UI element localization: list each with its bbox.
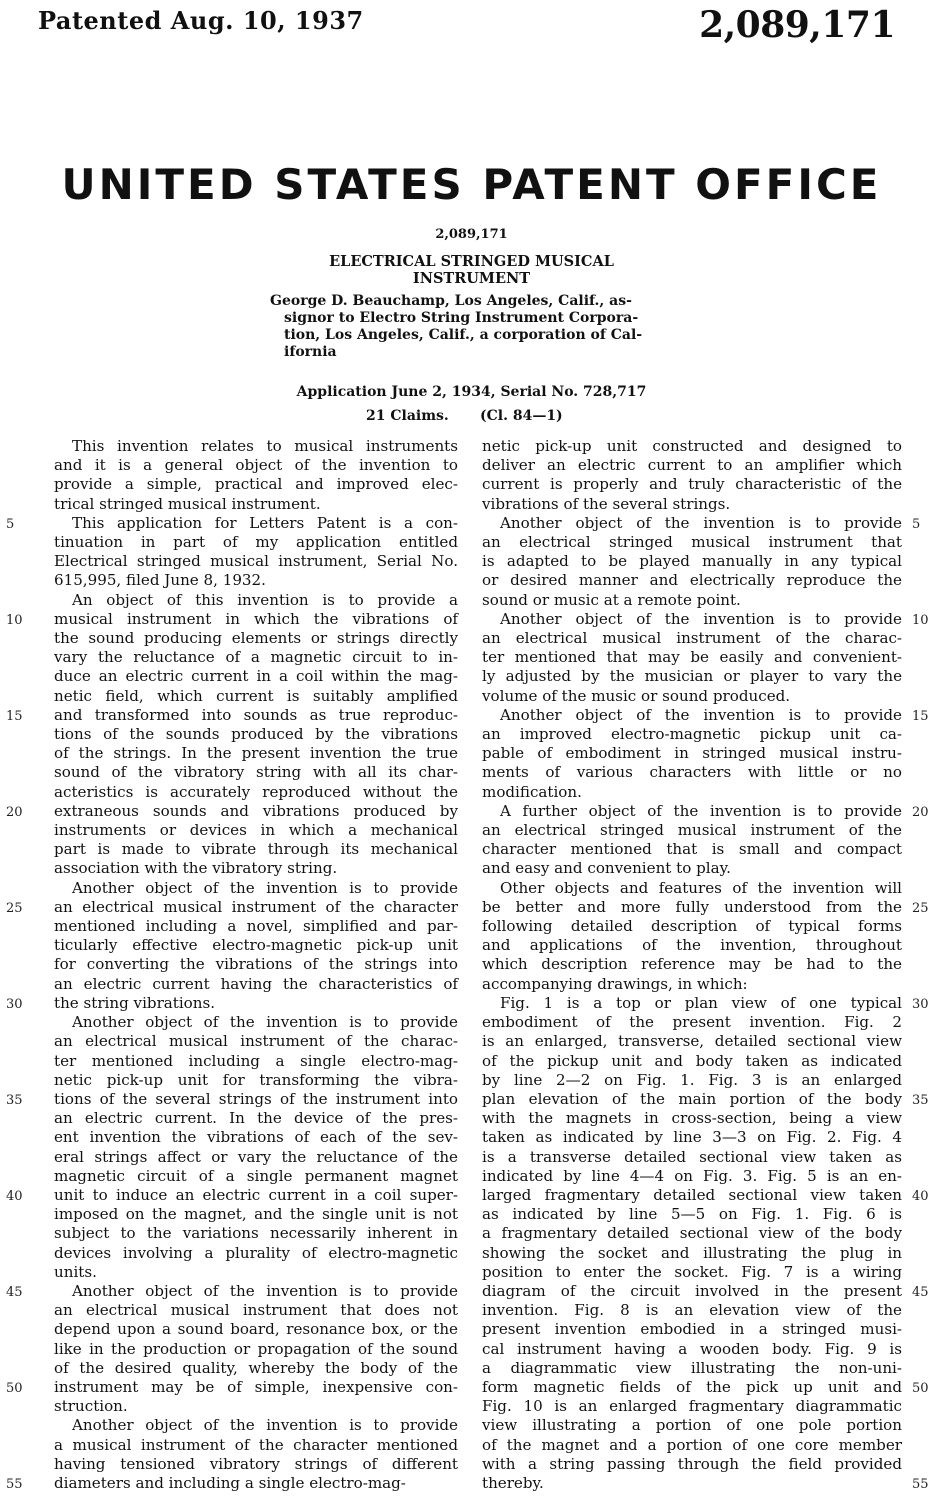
text-line: association with the vibratory string.: [54, 859, 338, 878]
text-line: An object of this invention is to provide a: [72, 590, 458, 609]
text-line: Another object of the invention is to provide: [72, 1013, 458, 1032]
application-line: Application June 2, 1934, Serial No. 728,717: [296, 384, 647, 400]
text-line: tions of the several strings of the instrument into: [54, 1089, 458, 1108]
text-line: form magnetic fields of the pick up unit and: [482, 1377, 902, 1396]
text-line: which description reference may be had to the: [482, 955, 902, 974]
text-line: part is made to vibrate through its mechanical: [54, 840, 458, 859]
text-line: Fig. 1 is a top or plan view of one typical: [500, 993, 902, 1012]
text-line: or desired manner and electrically reproduce the: [482, 571, 902, 590]
classification: (Cl. 84—1): [480, 408, 563, 424]
line-number: 15: [912, 708, 929, 724]
paragraph: [482, 514, 902, 610]
text-line: A further object of the invention is to provide: [500, 801, 902, 820]
text-line: current is properly and truly characteristic of the: [482, 475, 902, 494]
text-line: larged fragmentary detailed sectional view taken: [482, 1185, 902, 1204]
text-line: Fig. 10 is an enlarged fragmentary diagrammatic: [482, 1397, 902, 1416]
page-header: [0, 0, 943, 60]
text-line: following detailed description of typical forms: [482, 917, 902, 936]
text-line: provide a simple, practical and improved elec-: [54, 475, 458, 494]
front-patent-number: 2,089,171: [435, 227, 508, 242]
text-line: Another object of the invention is to provide: [72, 1416, 458, 1435]
text-line: taken as indicated by line 3—3 on Fig. 2. Fig. 4: [482, 1128, 902, 1147]
text-line: diameters and including a single electro-mag-: [54, 1473, 406, 1492]
text-line: tinuation in part of my application entitled: [54, 533, 458, 552]
text-line: ter mentioned including a single electro-mag-: [54, 1051, 458, 1070]
text-line: of the pickup unit and body taken as indicated: [482, 1051, 902, 1070]
text-line: instrument may be of simple, inexpensive con-: [54, 1377, 458, 1396]
text-line: netic pick-up unit for transforming the vibra-: [54, 1070, 458, 1089]
text-line: vary the reluctance of a magnetic circuit to in-: [54, 648, 458, 667]
text-line: accompanying drawings, in which:: [482, 974, 748, 993]
paragraph: [54, 1013, 458, 1282]
text-line: imposed on the magnet, and the single unit is not: [54, 1205, 458, 1224]
line-number: 25: [6, 900, 23, 916]
text-line: of the strings. In the present invention the true: [54, 744, 458, 763]
text-line: be better and more fully understood from the: [482, 897, 902, 916]
text-line: netic field, which current is suitably amplified: [54, 686, 458, 705]
text-line: showing the socket and illustrating the plug in: [482, 1243, 902, 1262]
paragraph: [482, 706, 902, 802]
text-line: like in the production or propagation of the sound: [54, 1339, 458, 1358]
patent-title: [0, 253, 943, 287]
text-line: with a string passing through the field provided: [482, 1454, 902, 1473]
line-number: 45: [6, 1284, 23, 1300]
inventor-line: ifornia: [284, 344, 337, 360]
paragraph: [482, 437, 902, 514]
paragraph: [482, 994, 902, 1493]
text-line: by line 2—2 on Fig. 1. Fig. 3 is an enlarged: [482, 1070, 902, 1089]
line-number: 50: [912, 1380, 929, 1396]
text-line: an electrical musical instrument of the character: [54, 897, 458, 916]
paragraph: [54, 1416, 458, 1493]
text-line: subject to the variations necessarily inherent in: [54, 1224, 458, 1243]
line-number: 35: [912, 1092, 929, 1108]
paragraph: [482, 610, 902, 706]
text-line: 615,995, filed June 8, 1932.: [54, 571, 266, 590]
text-line: vibrations of the several strings.: [482, 494, 731, 513]
text-line: Another object of the invention is to provide: [500, 513, 902, 532]
text-line: an electric current. In the device of the pres-: [54, 1109, 458, 1128]
text-line: an electrical stringed musical instrument that: [482, 533, 902, 552]
text-line: and applications of the invention, throughout: [482, 936, 902, 955]
text-line: volume of the music or sound produced.: [482, 686, 791, 705]
text-line: a musical instrument of the character mentioned: [54, 1435, 458, 1454]
line-number: 35: [6, 1092, 23, 1108]
line-number: 30: [912, 996, 929, 1012]
text-line: units.: [54, 1262, 97, 1281]
line-number: 10: [912, 612, 929, 628]
text-line: This invention relates to musical instruments: [72, 437, 458, 455]
inventor-line: signor to Electro String Instrument Corpora-: [284, 310, 639, 326]
text-line: as indicated by line 5—5 on Fig. 1. Fig. 6 is: [482, 1205, 902, 1224]
text-line: an electric current having the characteristics of: [54, 974, 458, 993]
line-number: 45: [912, 1284, 929, 1300]
text-line: pable of embodiment in stringed musical instru-: [482, 744, 902, 763]
text-line: magnetic circuit of a single permanent magnet: [54, 1166, 458, 1185]
text-line: present invention embodied in a stringed musi-: [482, 1320, 902, 1339]
line-number: 15: [6, 708, 23, 724]
text-line: netic pick-up unit constructed and designed to: [482, 437, 902, 455]
text-line: Electrical stringed musical instrument, Serial No.: [54, 552, 458, 571]
text-line: trical stringed musical instrument.: [54, 494, 321, 513]
paragraph: [54, 514, 458, 591]
line-number: 40: [912, 1188, 929, 1204]
text-line: ent invention the vibrations of each of the sev-: [54, 1128, 458, 1147]
text-line: the sound producing elements or strings directly: [54, 629, 458, 648]
right-column: [482, 437, 902, 1493]
patent-title-line: ELECTRICAL STRINGED MUSICAL: [329, 253, 614, 270]
text-line: an electrical musical instrument of the charac-: [482, 629, 902, 648]
text-line: is adapted to be played manually in any typical: [482, 552, 902, 571]
text-line: and easy and convenient to play.: [482, 859, 731, 878]
text-line: is a transverse detailed sectional view taken as: [482, 1147, 902, 1166]
text-line: thereby.: [482, 1473, 544, 1492]
text-line: mentioned including a novel, simplified and par-: [54, 917, 458, 936]
text-line: Another object of the invention is to provide: [72, 878, 458, 897]
paragraph: [54, 1282, 458, 1416]
text-line: diagram of the circuit involved in the present: [482, 1281, 902, 1300]
text-line: unit to induce an electric current in a coil super-: [54, 1185, 458, 1204]
line-number: 55: [6, 1476, 23, 1492]
text-line: duce an electric current in a coil within the mag-: [54, 667, 458, 686]
line-number: 25: [912, 900, 929, 916]
text-line: the string vibrations.: [54, 993, 216, 1012]
text-line: a fragmentary detailed sectional view of the body: [482, 1224, 902, 1243]
text-line: an electrical stringed musical instrument of the: [482, 821, 902, 840]
paragraph: [54, 879, 458, 1013]
text-line: ter mentioned that may be easily and convenient-: [482, 648, 902, 667]
line-number: 50: [6, 1380, 23, 1396]
text-line: Another object of the invention is to provide: [72, 1281, 458, 1300]
paragraph: [54, 591, 458, 879]
inventor-block: [270, 293, 690, 361]
line-number: 30: [6, 996, 23, 1012]
text-line: indicated by line 4—4 on Fig. 3. Fig. 5 is an en-: [482, 1166, 902, 1185]
claims-count: 21 Claims.: [366, 408, 449, 424]
line-number: 5: [912, 516, 921, 532]
text-line: musical instrument in which the vibrations of: [54, 609, 458, 628]
text-line: character mentioned that is small and compact: [482, 840, 902, 859]
text-line: of the magnet and a portion of one core member: [482, 1435, 902, 1454]
text-line: invention. Fig. 8 is an elevation view of the: [482, 1301, 902, 1320]
text-line: instruments or devices in which a mechanical: [54, 821, 458, 840]
text-line: ly adjusted by the musician or player to vary the: [482, 667, 902, 686]
text-line: having tensioned vibratory strings of different: [54, 1454, 458, 1473]
inventor-line: tion, Los Angeles, Calif., a corporation of Cal-: [284, 327, 643, 343]
office-heading: UNITED STATES PATENT OFFICE: [61, 160, 882, 209]
line-number: 10: [6, 612, 23, 628]
text-line: acteristics is accurately reproduced without the: [54, 782, 458, 801]
text-line: depend upon a sound board, resonance box, or the: [54, 1320, 458, 1339]
text-line: sound of the vibratory string with all its char-: [54, 763, 458, 782]
paragraph: [54, 437, 458, 514]
text-line: for converting the vibrations of the strings into: [54, 955, 458, 974]
text-line: deliver an electric current to an amplifier which: [482, 456, 902, 475]
paragraph: [482, 802, 902, 879]
text-line: ticularly effective electro-magnetic pick-up unit: [54, 936, 458, 955]
text-line: Another object of the invention is to provide: [500, 705, 902, 724]
text-line: cal instrument having a wooden body. Fig. 9 is: [482, 1339, 902, 1358]
text-line: a diagrammatic view illustrating the non-uni-: [482, 1358, 902, 1377]
text-line: an electrical musical instrument of the charac-: [54, 1032, 458, 1051]
text-line: devices involving a plurality of electro-magnetic: [54, 1243, 458, 1262]
text-line: an electrical musical instrument that does not: [54, 1301, 458, 1320]
patent-date: Patented Aug. 10, 1937: [38, 6, 364, 35]
text-line: an improved electro-magnetic pickup unit ca-: [482, 725, 902, 744]
text-line: and transformed into sounds as true reproduc-: [54, 705, 458, 724]
line-number: 20: [6, 804, 23, 820]
text-line: view illustrating a portion of one pole portion: [482, 1416, 902, 1435]
text-line: ments of various characters with little or no: [482, 763, 902, 782]
text-line: modification.: [482, 782, 582, 801]
text-line: tions of the sounds produced by the vibrations: [54, 725, 458, 744]
line-number: 55: [912, 1476, 929, 1492]
line-number: 20: [912, 804, 929, 820]
text-line: with the magnets in cross-section, being a view: [482, 1109, 902, 1128]
text-line: of the desired quality, whereby the body of the: [54, 1358, 458, 1377]
text-line: extraneous sounds and vibrations produced by: [54, 801, 458, 820]
left-column: [54, 437, 458, 1493]
text-line: plan elevation of the main portion of the body: [482, 1089, 902, 1108]
text-line: position to enter the socket. Fig. 7 is a wiring: [482, 1262, 902, 1281]
text-line: and it is a general object of the invention to: [54, 456, 458, 475]
patent-number: 2,089,171: [699, 4, 895, 46]
text-line: struction.: [54, 1397, 128, 1416]
patent-title-line: INSTRUMENT: [412, 270, 531, 287]
text-line: Other objects and features of the invention will: [500, 878, 902, 897]
line-number: 40: [6, 1188, 23, 1204]
text-line: is an enlarged, transverse, detailed sectional view: [482, 1032, 902, 1051]
inventor-line: George D. Beauchamp, Los Angeles, Calif., as-: [270, 293, 632, 309]
text-line: embodiment of the present invention. Fig. 2: [482, 1013, 902, 1032]
paragraph: [482, 879, 902, 994]
text-line: This application for Letters Patent is a con-: [72, 513, 458, 532]
line-number: 5: [6, 516, 15, 532]
text-line: sound or music at a remote point.: [482, 590, 741, 609]
text-line: eral strings affect or vary the reluctance of the: [54, 1147, 458, 1166]
text-line: Another object of the invention is to provide: [500, 609, 902, 628]
